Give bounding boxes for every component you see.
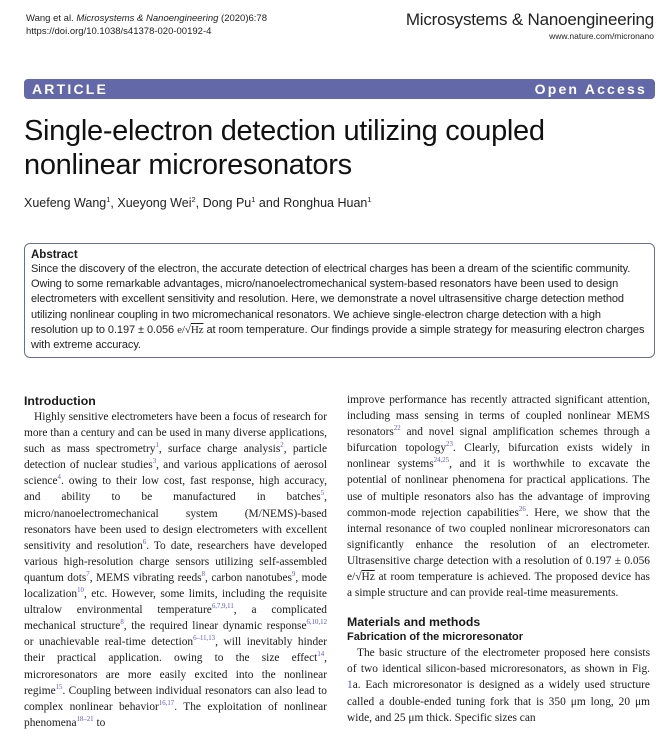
citation-line [26, 12, 267, 25]
journal-name: Microsystems & Nanoengineering [405, 10, 654, 29]
citation-reference[interactable]: 18–21 [76, 715, 94, 723]
intro-text: , will inevitably hinder their practical application. owing to the size effect [24, 636, 327, 665]
intro-text: , particle detection of nuclear studies [24, 443, 327, 472]
citation-reference[interactable]: 4 [57, 474, 61, 482]
intro-text: . The exploitation of nonlinear phenomena [24, 700, 327, 729]
open-access-label: Open Access [534, 81, 647, 97]
citation-reference[interactable]: 15 [55, 683, 63, 691]
author-name[interactable]: Dong Pu [202, 196, 252, 210]
intro-text: at room temperature is achieved. The proposed device has a simple structure and can provide real-time measurements. [347, 571, 650, 600]
citation-reference[interactable]: 8 [120, 619, 124, 627]
citation-reference[interactable]: 6,7,9,11 [211, 603, 234, 611]
unit-hz: Hz [190, 323, 204, 336]
intro-text: , and various applications of aerosol science [24, 459, 327, 488]
citation-journal: Microsystems & Nanoengineering [76, 13, 219, 24]
intro-text: , a complicated mechanical structure [24, 604, 327, 633]
citation-reference[interactable]: 23 [446, 441, 453, 449]
citation-reference[interactable]: 2 [280, 442, 284, 450]
abstract-box [24, 243, 655, 358]
intro-text: Highly sensitive electrometers have been a focus of research for more than a century and can be used in many diverse applications, such as mass spectrometry [24, 411, 327, 456]
citation-authors: Wang et al. [26, 13, 74, 24]
methods-heading: Materials and methods [347, 615, 481, 630]
figure-reference-link[interactable]: 1 [347, 679, 353, 692]
paper-title: Single-electron detection utilizing coupled nonlinear microresonators [24, 115, 545, 181]
author-name[interactable]: Ronghua Huan [283, 196, 368, 210]
affiliation-marker: 2 [191, 194, 196, 204]
citation-reference[interactable]: 6,10,12 [306, 619, 327, 627]
introduction-heading: Introduction [24, 394, 96, 408]
intro-text: , MEMS vibrating reeds [89, 571, 202, 584]
citation-reference[interactable]: 5 [320, 490, 325, 498]
intro-text: , mode localization [24, 571, 327, 601]
citation-reference[interactable]: 26 [518, 505, 526, 513]
methods-text: The basic structure of the electrometer proposed here consists of two identical silicon-based microresonators, as shown in Fig. [347, 647, 650, 676]
intro-text: to [93, 716, 106, 729]
citation-reference[interactable]: 3 [152, 458, 157, 466]
methods-text: a. Each microresonator is designed as a widely used structure called a double-ended tuning fork that is 350 μm long, 20 μm wide, and 25 μm thick. Specific sizes can [347, 679, 650, 724]
article-type-label: ARTICLE [32, 81, 109, 97]
abstract-text-part: at room temperature. Our findings provide a simple strategy for measuring electron charges with extreme accuracy. [31, 323, 645, 352]
citation-reference[interactable]: 6–11,13 [193, 635, 216, 643]
introduction-paragraph-continued [347, 392, 650, 601]
citation-reference[interactable]: 6 [142, 538, 147, 546]
intro-text: , and it is worthwhile to excavate the potential of nonlinear phenomena for practical applications. The use of multiple resonators also has the advantage of improving common-mode rejection capabilities [347, 458, 651, 519]
citation-reference[interactable]: 7 [86, 571, 90, 579]
author-separator: , [195, 196, 203, 210]
intro-text: . owing to their low cost, fast response, high accuracy, and ability to be manufactured in batches [24, 475, 327, 504]
author-name[interactable]: Xuefeng Wang [24, 196, 107, 210]
intro-text: , the required linear dynamic response [123, 620, 307, 633]
author-separator: and [255, 196, 284, 210]
citation-reference[interactable]: 24,25 [433, 457, 450, 465]
abstract-text [31, 262, 648, 353]
citation-reference[interactable]: 8 [201, 571, 206, 579]
intro-text: . Clearly, bifurcation exists widely in nonlinear systems [347, 442, 650, 471]
right-column [347, 392, 650, 726]
intro-text: . Here, we show that the internal resonance of two coupled nonlinear microresonators can significantly enhance the resolution of an electrometer. Ultrasensitive charge detection with a resolution of 0.197 ± 0.056 e/√ [347, 506, 650, 584]
citation-reference[interactable]: 10 [77, 587, 84, 595]
intro-text: , etc. However, some limits, including the requisite ultralow environmental temperature [24, 588, 327, 617]
introduction-paragraph [24, 409, 327, 731]
citation-reference[interactable]: 9 [291, 571, 296, 579]
affiliation-marker: 1 [106, 194, 111, 204]
intro-text: or unachievable real-time detection [24, 636, 194, 649]
citation-volume: (2020)6:78 [221, 13, 267, 24]
citation-reference[interactable]: 22 [393, 425, 401, 433]
intro-text: improve performance has recently attracted significant attention, including mass sensing in terms of coupled nonlinear MEMS resonators [347, 394, 650, 439]
journal-url[interactable]: www.nature.com/micronano [549, 31, 654, 41]
author-separator: , [110, 196, 118, 210]
affiliation-marker: 1 [367, 194, 372, 204]
doi-link[interactable]: https://doi.org/10.1038/s41378-020-00192-4 [26, 26, 212, 37]
intro-text: and novel signal amplification schemes through a bifurcation topology [347, 426, 650, 455]
journal-header [406, 10, 654, 41]
left-column [24, 394, 327, 731]
intro-text: , microresonators are more easily excited into the nonlinear regime [24, 652, 327, 697]
intro-text: , carbon nanotubes [205, 571, 292, 584]
methods-subheading: Fabrication of the microresonator [347, 631, 524, 644]
methods-paragraph [347, 645, 650, 725]
intro-text: , micro/nanoelectromechanical system (M/NEMS)-based resonators have been used to design electrometers with excellent sensitivity and resolution [24, 491, 327, 552]
citation-header [26, 12, 267, 38]
abstract-text-part: Since the discovery of the electron, the accurate detection of electrical charges has been a dream of the scientific community. Owing to some remarkable advantages, micro/nanoelectromechanical system-based resonators have been used to design electrometers with excellent sensitivity and resolution. Here, we demonstrate a novel ultrasensitive charge detection method utilizing nonlinear coupling in two micromechanical resonators. We achieve single-electron charge detection with a high resolution up to 0.197 ± 0.056 [31, 263, 631, 336]
citation-reference[interactable]: 1 [155, 442, 159, 450]
article-banner [24, 79, 655, 99]
intro-text: . Coupling between individual resonators can also lead to complex nonlinear behavior [24, 684, 327, 713]
abstract-unit [177, 324, 203, 336]
intro-text: , surface charge analysis [158, 443, 281, 456]
author-list [24, 196, 372, 210]
affiliation-marker: 1 [251, 194, 256, 204]
citation-reference[interactable]: 16,17 [158, 699, 175, 707]
author-name[interactable]: Xueyong Wei [117, 196, 192, 210]
citation-reference[interactable]: 14 [317, 651, 325, 659]
unit-e: e/√ [177, 323, 191, 336]
unit-hz: Hz [361, 571, 375, 584]
abstract-heading: Abstract [31, 249, 78, 261]
intro-text: . To date, researchers have developed various high-resolution charge sensors utilizing self-assembled quantum dots [24, 539, 328, 584]
